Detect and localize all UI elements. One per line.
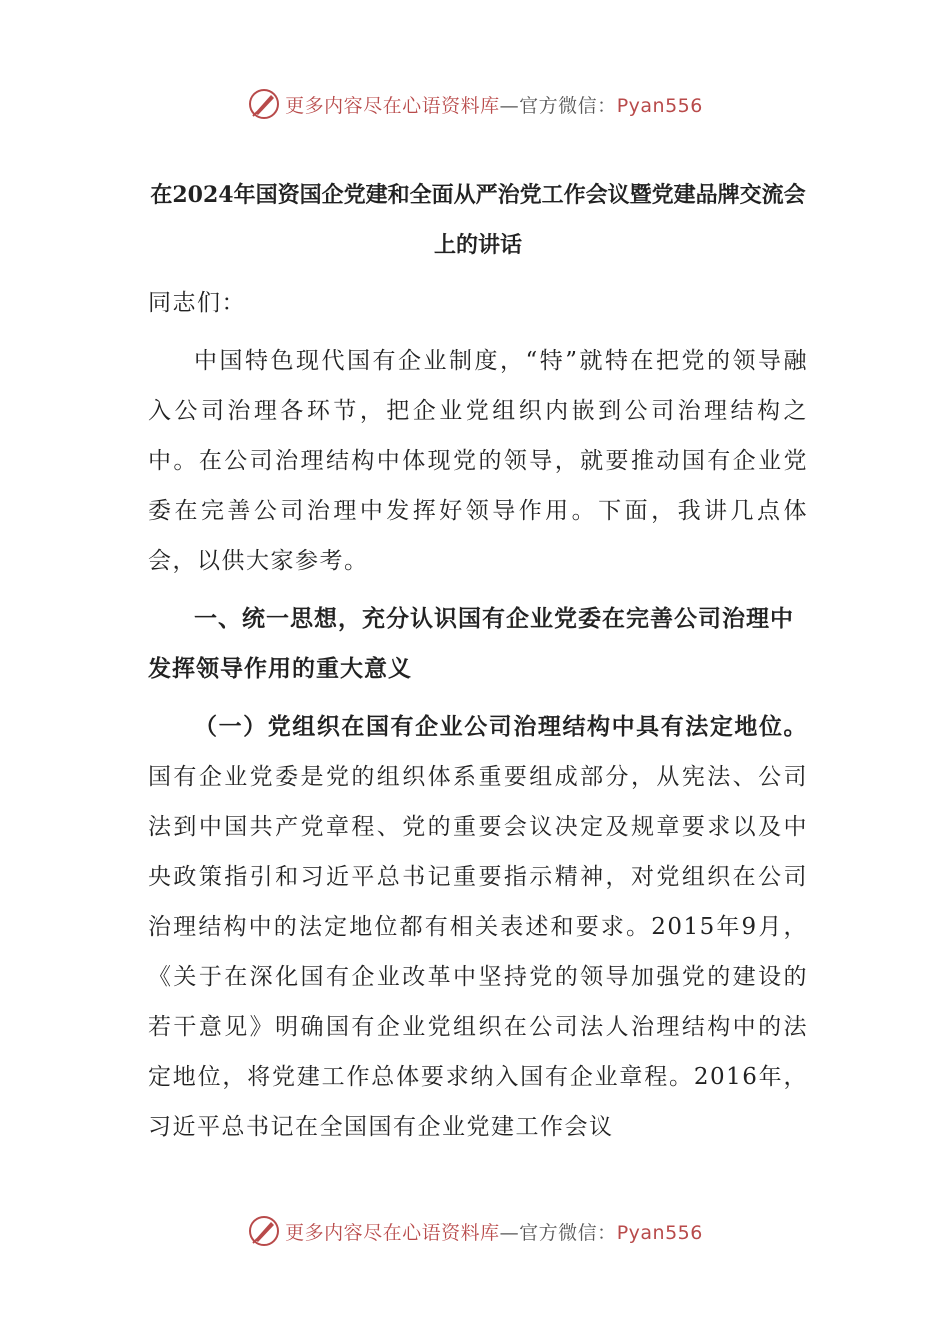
banner-main-text: 更多内容尽在心语资料库 [285, 1221, 500, 1244]
document-title: 在2024年国资国企党建和全面从严治党工作会议暨党建品牌交流会上的讲话 [150, 182, 806, 258]
header-banner [0, 84, 950, 124]
banner-main-text: 更多内容尽在心语资料库 [285, 94, 500, 117]
banner-wechat-label: 官方微信： [519, 94, 617, 117]
quill-logo-icon [247, 1214, 281, 1248]
subsection-1-body: 国有企业党委是党的组织体系重要组成部分，从宪法、公司法到中国共产党章程、党的重要会议决定及规章要求以及中央政策指引和习近平总书记重要指示精神，对党组织在公司治理结构中的法定地位都有相关表述和要求。2015年9月，《关于在深化国有企业改革中坚持党的领导加强党的建设的若干意见》明确国有企业党组织在公司法人治理结构中的法定地位，将党建工作总体要求纳入国有企业章程。2016年，习近平总书记在全国国有企业党建工作会议 [148, 764, 808, 1140]
intro-paragraph: 中国特色现代国有企业制度，“特”就特在把党的领导融入公司治理各环节，把企业党组织内嵌到公司治理结构之中。在公司治理结构中体现党的领导，就要推动国有企业党委在完善公司治理中发挥好领导作用。下面，我讲几点体会，以供大家参考。 [148, 348, 808, 574]
banner-dash: — [499, 94, 520, 117]
quill-logo-icon [247, 87, 281, 121]
document-body [148, 170, 808, 1152]
banner-wechat-id: Pyan556 [616, 1221, 703, 1244]
footer-banner [0, 1211, 950, 1251]
banner-text [285, 91, 703, 118]
subsection-1-heading: （一）党组织在国有企业公司治理结构中具有法定地位。 [194, 713, 808, 740]
salutation: 同志们： [148, 290, 246, 316]
banner-dash: — [499, 1221, 520, 1244]
banner-wechat-label: 官方微信： [519, 1221, 617, 1244]
banner-text [285, 1218, 703, 1245]
section-1-heading: 一、统一思想，充分认识国有企业党委在完善公司治理中发挥领导作用的重大意义 [148, 605, 794, 682]
subsection-1-paragraph [148, 702, 808, 1152]
banner-wechat-id: Pyan556 [616, 94, 703, 117]
